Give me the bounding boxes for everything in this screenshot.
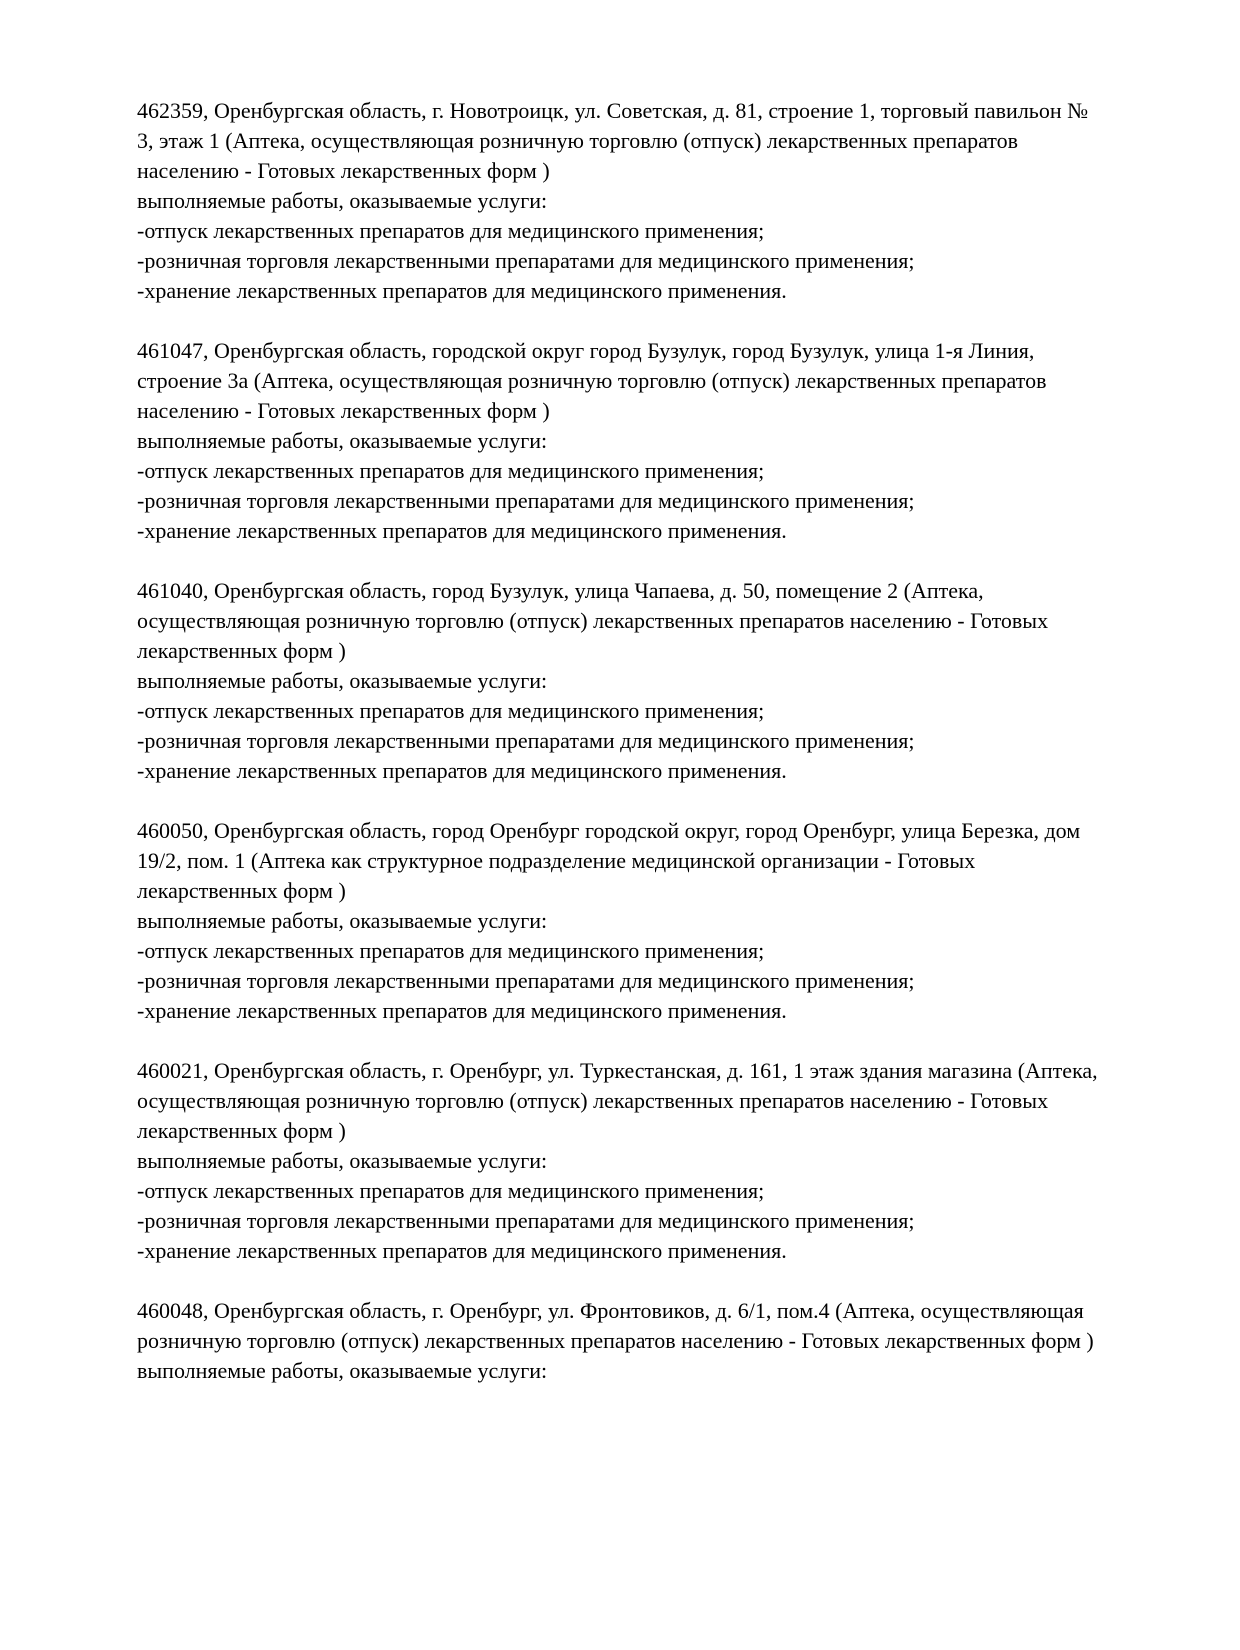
services-header: выполняемые работы, оказываемые услуги: xyxy=(137,908,548,933)
license-entry xyxy=(137,1056,1105,1266)
service-line: -розничная торговля лекарственными препаратами для медицинского применения; xyxy=(137,968,915,993)
service-line: -хранение лекарственных препаратов для медицинского применения. xyxy=(137,278,787,303)
service-line: -розничная торговля лекарственными препаратами для медицинского применения; xyxy=(137,1208,915,1233)
entry-address: 462359, Оренбургская область, г. Новотроицк, ул. Советская, д. 81, строение 1, торговый павильон № 3, этаж 1 (Аптека, осуществляющая розничную торговлю (отпуск) лекарственных препаратов населению - Готовых лекарственных форм ) xyxy=(137,98,1089,183)
license-entry xyxy=(137,576,1105,786)
service-line: -розничная торговля лекарственными препаратами для медицинского применения; xyxy=(137,728,915,753)
service-line: -розничная торговля лекарственными препаратами для медицинского применения; xyxy=(137,488,915,513)
entry-address: 461040, Оренбургская область, город Бузулук, улица Чапаева, д. 50, помещение 2 (Аптека, осуществляющая розничную торговлю (отпуск) лекарственных препаратов населению - Готовых лекарственных форм ) xyxy=(137,578,1049,663)
service-line: -отпуск лекарственных препаратов для медицинского применения; xyxy=(137,938,765,963)
services-header: выполняемые работы, оказываемые услуги: xyxy=(137,1148,548,1173)
entry-address: 461047, Оренбургская область, городской округ город Бузулук, город Бузулук, улица 1-я Линия, строение 3а (Аптека, осуществляющая розничную торговлю (отпуск) лекарственных препаратов населению - Готовых лекарственных форм ) xyxy=(137,338,1047,423)
service-line: -хранение лекарственных препаратов для медицинского применения. xyxy=(137,1238,787,1263)
entries-list xyxy=(137,96,1105,1386)
service-line: -отпуск лекарственных препаратов для медицинского применения; xyxy=(137,1178,765,1203)
license-entry xyxy=(137,336,1105,546)
entry-address: 460021, Оренбургская область, г. Оренбург, ул. Туркестанская, д. 161, 1 этаж здания магазина (Аптека, осуществляющая розничную торговлю (отпуск) лекарственных препаратов населению - Готовых лекарственных форм ) xyxy=(137,1058,1098,1143)
entry-address: 460048, Оренбургская область, г. Оренбург, ул. Фронтовиков, д. 6/1, пом.4 (Аптека, осуществляющая розничную торговлю (отпуск) лекарственных препаратов населению - Готовых лекарственных форм ) xyxy=(137,1298,1094,1353)
license-entry xyxy=(137,816,1105,1026)
service-line: -хранение лекарственных препаратов для медицинского применения. xyxy=(137,758,787,783)
entry-address: 460050, Оренбургская область, город Оренбург городской округ, город Оренбург, улица Березка, дом 19/2, пом. 1 (Аптека как структурное подразделение медицинской организации - Готовых лекарственных форм ) xyxy=(137,818,1081,903)
license-entry xyxy=(137,1296,1105,1386)
service-line: -отпуск лекарственных препаратов для медицинского применения; xyxy=(137,218,765,243)
license-entry xyxy=(137,96,1105,306)
services-header: выполняемые работы, оказываемые услуги: xyxy=(137,188,548,213)
services-header: выполняемые работы, оказываемые услуги: xyxy=(137,668,548,693)
services-header: выполняемые работы, оказываемые услуги: xyxy=(137,1358,548,1383)
service-line: -розничная торговля лекарственными препаратами для медицинского применения; xyxy=(137,248,915,273)
service-line: -отпуск лекарственных препаратов для медицинского применения; xyxy=(137,698,765,723)
services-header: выполняемые работы, оказываемые услуги: xyxy=(137,428,548,453)
service-line: -хранение лекарственных препаратов для медицинского применения. xyxy=(137,518,787,543)
service-line: -хранение лекарственных препаратов для медицинского применения. xyxy=(137,998,787,1023)
service-line: -отпуск лекарственных препаратов для медицинского применения; xyxy=(137,458,765,483)
